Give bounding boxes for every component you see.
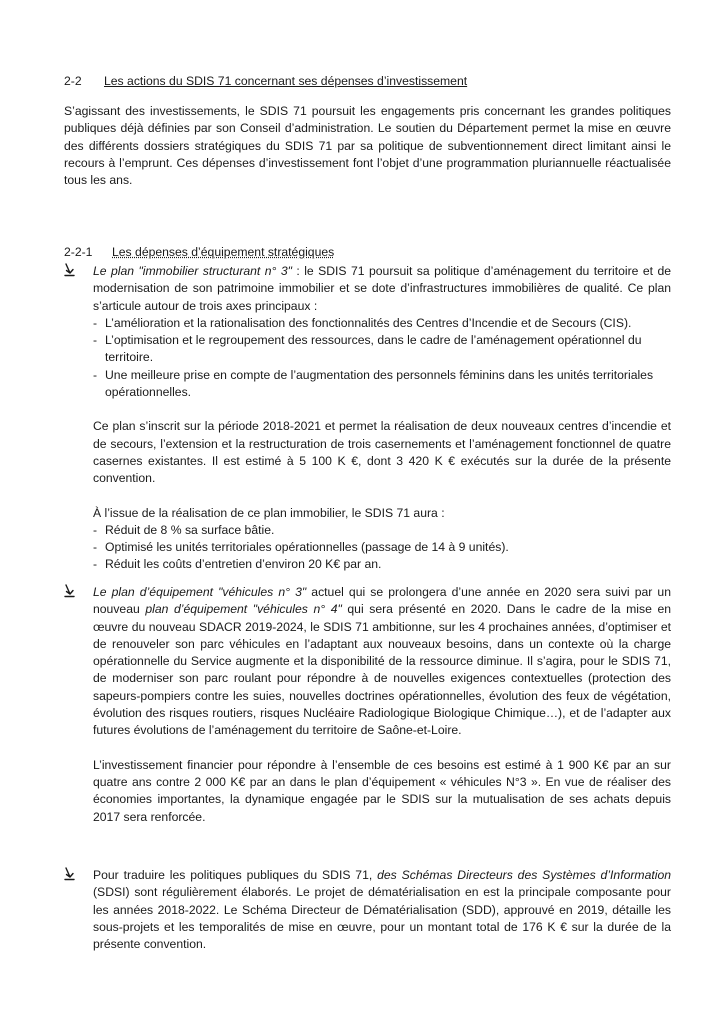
list-item: - Une meilleure prise en compte de l’augmentation des personnels féminins dans les unités territoriales opérationnelles. <box>93 367 671 402</box>
arrow-down-icon <box>63 263 77 277</box>
sdsi-schema-name: des Schémas Directeurs des Systèmes d’Information <box>377 868 672 882</box>
immobilier-results-intro: À l’issue de la réalisation de ce plan immobilier, le SDIS 71 aura : <box>93 505 445 520</box>
vehicules-plan3-name: Le plan d’équipement "véhicules n° 3" <box>93 585 307 599</box>
section-heading <box>64 73 664 90</box>
immobilier-block <box>93 263 671 574</box>
list-item: - L’optimisation et le regroupement des ressources, dans le cadre de l’aménagement opérationnel du territoire. <box>93 332 671 367</box>
vehicules-text-a: actuel qui se prolongera d’une année en 2020 sera suivi par un nouveau <box>93 585 671 617</box>
sdsi-text-c: (SDSI) sont régulièrement élaborés. Le projet de dématérialisation en est la principale composante pour les années 2018-2022. Le Schéma Directeur de Dématérialisation (SDD), approuvé en 2019, détaille les sous-projets et les temporalités de mise en œuvre, pour un montant total de 176 K € sur la durée de la présente convention. <box>93 885 671 952</box>
vehicules-text-c: qui sera présenté en 2020. Dans le cadre de la mise en œuvre du nouveau SDACR 2019-2024, le SDIS 71 ambitionne, sur les 4 prochaines années, d’optimiser et de renouveler son parc véhicules en l’adaptant aux nouveaux besoins, dans un contexte où la charge opérationnelle du Service augmente et la disponibilité de la ressource diminue. Il s’agira, pour le SDIS 71, de moderniser son parc roulant pour répondre à de nouvelles exigences contextuelles (protection des sapeurs-pompiers contre les suies, nouvelles doctrines opérationnelles, évolution des feux de végétation, évolution des risques routiers, risques Nucléaire Radiologique Biologique Chimique…), et de l’adapter aux futures évolutions de l’aménagement du territoire de Saône-et-Loire. <box>93 602 672 738</box>
section-intro-paragraph: S’agissant des investissements, le SDIS 71 poursuit les engagements pris concernant les grandes politiques publiques déjà définies par son Conseil d’administration. Le soutien du Département permet la mise en œuvre des différents dossiers stratégiques du SDIS 71 par sa politique de subventionnement direct limitant ainsi le recours à l’emprunt. Ces dépenses d’investissement font l’objet d’une programmation pluriannuelle réactualisée tous les ans. <box>64 104 671 188</box>
subsection-title: Les dépenses d’équipement stratégiques <box>112 245 335 259</box>
vehicules-paragraph <box>93 584 671 740</box>
immobilier-period-paragraph: Ce plan s’inscrit sur la période 2018-2021 et permet la réalisation de deux nouveaux centres d’incendie et de secours, l’extension et la restructuration de trois casernements et l’aménagement fonctionnel de quatre casernes existantes. Il est estimé à 5 100 K €, dont 3 420 K € exécutés sur la durée de la présente convention. <box>93 419 671 486</box>
section-number: 2-2 <box>64 74 82 88</box>
sdsi-block <box>93 867 671 953</box>
arrow-down-icon <box>63 584 77 598</box>
immobilier-results-list <box>93 522 671 574</box>
list-item: - Réduit les coûts d’entretien d’environ 20 K€ par an. <box>93 556 671 573</box>
subsection-heading <box>64 244 664 261</box>
vehicules-invest-paragraph: L’investissement financier pour répondre à l’ensemble de ces besoins est estimé à 1 900 K€ par an sur quatre ans contre 2 000 K€ par an dans le plan d’équipement « véhicules N°3 ». En vue de réaliser des économies importantes, la dynamique engagée par le SDIS sur la mutualisation de ses achats depuis 2017 sera renforcée. <box>93 757 671 824</box>
sdsi-paragraph <box>93 867 671 953</box>
arrow-down-icon <box>63 867 77 881</box>
immobilier-plan-name: Le plan "immobilier structurant n° 3" <box>93 264 292 278</box>
vehicules-block <box>93 584 671 826</box>
section-title: Les actions du SDIS 71 concernant ses dépenses d’investissement <box>104 74 468 88</box>
sdsi-text-a: Pour traduire les politiques publiques du SDIS 71, <box>93 868 378 882</box>
subsection-number: 2-2-1 <box>64 245 93 259</box>
list-item: - L’amélioration et la rationalisation des fonctionnalités des Centres d’Incendie et de Secours (CIS). <box>93 315 671 332</box>
list-item: - Optimisé les unités territoriales opérationnelles (passage de 14 à 9 unités). <box>93 539 671 556</box>
immobilier-paragraph <box>93 263 671 315</box>
vehicules-plan4-name: plan d’équipement "véhicules n° 4" <box>145 602 342 617</box>
list-item: - Réduit de 8 % sa surface bâtie. <box>93 522 671 539</box>
immobilier-axes-list <box>93 315 671 401</box>
immobilier-text: : le SDIS 71 poursuit sa politique d’aménagement du territoire et de modernisation de son patrimoine immobilier et se dote d’infrastructures immobilières de qualité. Ce plan s’articule autour de trois axes principaux : <box>93 264 672 313</box>
